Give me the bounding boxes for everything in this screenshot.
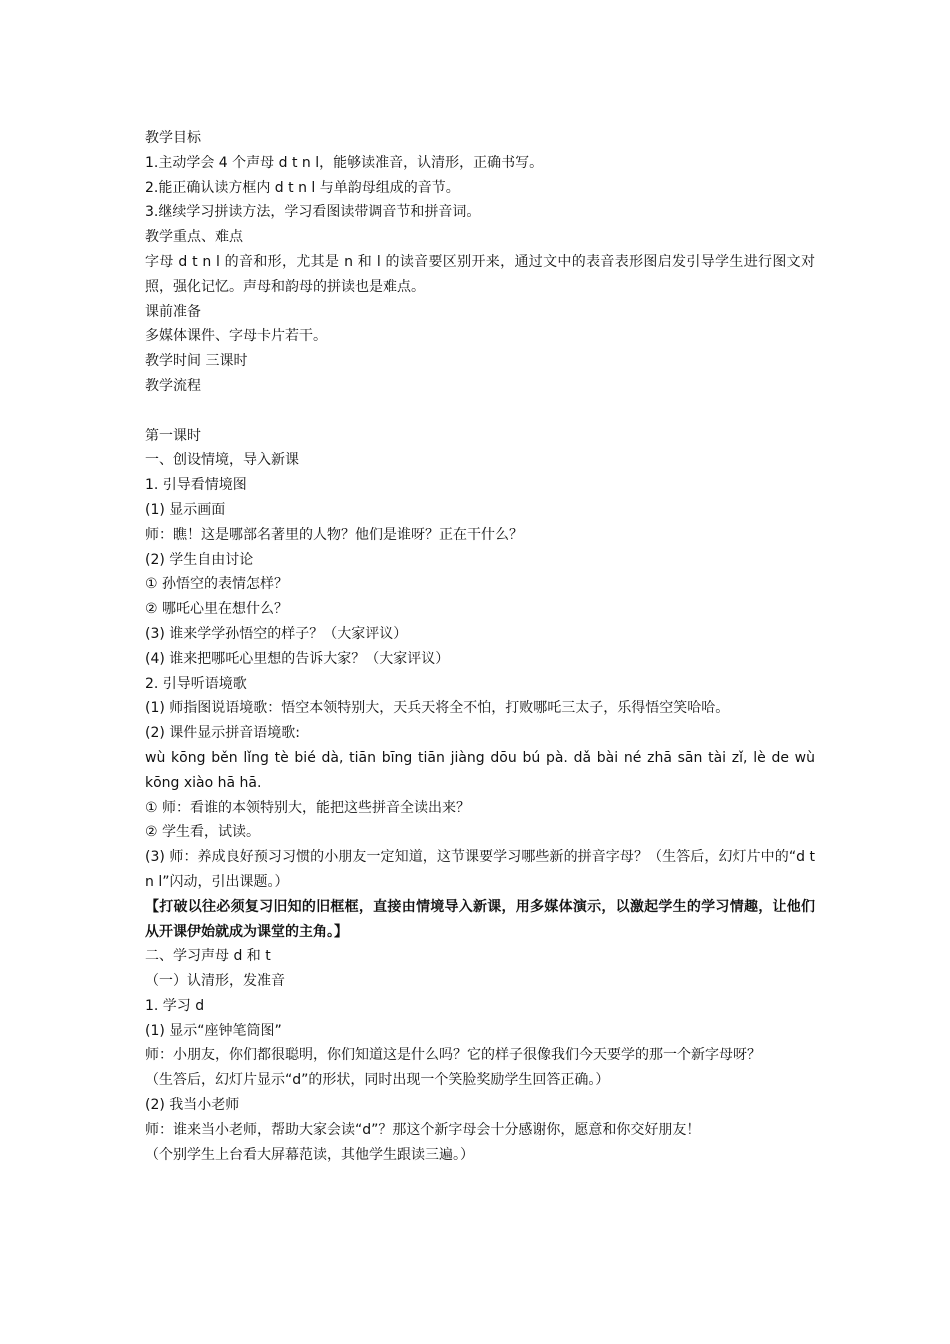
- key-points-text: 字母 d t n l 的音和形，尤其是 n 和 l 的读音要区别开来，通过文中的表音表形图启发引导学生进行图文对照，强化记忆。声母和韵母的拼读也是难点。: [145, 253, 815, 295]
- step-2-item-3: (3) 师：养成良好预习习惯的小朋友一定知道，这节课要学习哪些新的拼音字母？（生答后，幻灯片中的“d t n l”闪动，引出课题。）: [145, 849, 815, 890]
- step-1-item-2: (2) 学生自由讨论: [145, 551, 254, 568]
- learn-d-item-2: (2) 我当小老师: [145, 1097, 240, 1114]
- student-practice-note: （个别学生上台看大屏幕范读，其他学生跟读三遍。）: [145, 1146, 474, 1163]
- subsection-1-title: （一）认清形，发准音: [145, 973, 285, 990]
- step-1-title: 1. 引导看情境图: [145, 477, 247, 494]
- objective-1: 1.主动学会 4 个声母 d t n l，能够读准音，认清形，正确书写。: [145, 154, 544, 171]
- heading-preparation: 课前准备: [145, 303, 201, 320]
- teaching-note: 【打破以往必须复习旧知的旧框框，直接由情境导入新课，用多媒体演示，以激起学生的学习情趣，让他们从开课伊始就成为课堂的主角。】: [145, 898, 815, 940]
- objective-3: 3.继续学习拼读方法，学习看图读带调音节和拼音词。: [145, 204, 481, 221]
- section-2-title: 二、学习声母 d 和 t: [145, 948, 271, 965]
- teaching-time: 教学时间 三课时: [145, 353, 248, 370]
- learn-d-title: 1. 学习 d: [145, 997, 205, 1014]
- step-2-item-2: (2) 课件显示拼音语境歌:: [145, 725, 300, 742]
- step-2-item-1: (1) 师指图说语境歌：悟空本领特别大，天兵天将全不怕，打败哪吒三太子，乐得悟空笑哈哈。: [145, 700, 730, 717]
- preparation-text: 多媒体课件、字母卡片若干。: [145, 328, 327, 345]
- step-1-item-4: (4) 谁来把哪吒心里想的告诉大家？（大家评议）: [145, 650, 450, 667]
- heading-lesson-1: 第一课时: [145, 427, 201, 444]
- heading-objectives: 教学目标: [145, 130, 201, 146]
- teacher-question-3: 师：谁来当小老师，帮助大家会读“d”？那这个新字母会十分感谢你，愿意和你交好朋友！: [145, 1121, 701, 1138]
- discussion-question-1: ① 孙悟空的表情怎样？: [145, 576, 289, 593]
- discussion-question-2: ② 哪吒心里在想什么？: [145, 601, 289, 618]
- song-step-2: ② 学生看，试读。: [145, 824, 261, 841]
- teacher-question-2: 师：小朋友，你们都很聪明，你们知道这是什么吗？它的样子很像我们今天要学的那一个新字母呀？: [145, 1047, 761, 1064]
- section-1-title: 一、创设情境，导入新课: [145, 452, 299, 469]
- teacher-question-1: 师：瞧！这是哪部名著里的人物？他们是谁呀？正在干什么？: [145, 526, 523, 543]
- blank-line: [145, 399, 815, 424]
- slide-note: （生答后，幻灯片显示“d”的形状，同时出现一个笑脸奖励学生回答正确。）: [145, 1072, 610, 1089]
- song-step-1: ① 师：看谁的本领特别大，能把这些拼音全读出来？: [145, 799, 470, 816]
- step-2-title: 2. 引导听语境歌: [145, 675, 247, 692]
- step-1-item-1: (1) 显示画面: [145, 501, 226, 518]
- heading-process: 教学流程: [145, 377, 201, 394]
- pinyin-song: wù kōng běn lǐng tè bié dà, tiān bīng tiān jiàng dōu bú pà. dǎ bài né zhā sān tài zǐ, lè de wù kōng xiào hā hā.: [145, 749, 815, 791]
- heading-key-points: 教学重点、难点: [145, 229, 243, 246]
- learn-d-item-1: (1) 显示“座钟笔筒图”: [145, 1022, 282, 1039]
- step-1-item-3: (3) 谁来学学孙悟空的样子？（大家评议）: [145, 625, 408, 642]
- document-page: [145, 126, 815, 1167]
- objective-2: 2.能正确认读方框内 d t n l 与单韵母组成的音节。: [145, 179, 460, 196]
